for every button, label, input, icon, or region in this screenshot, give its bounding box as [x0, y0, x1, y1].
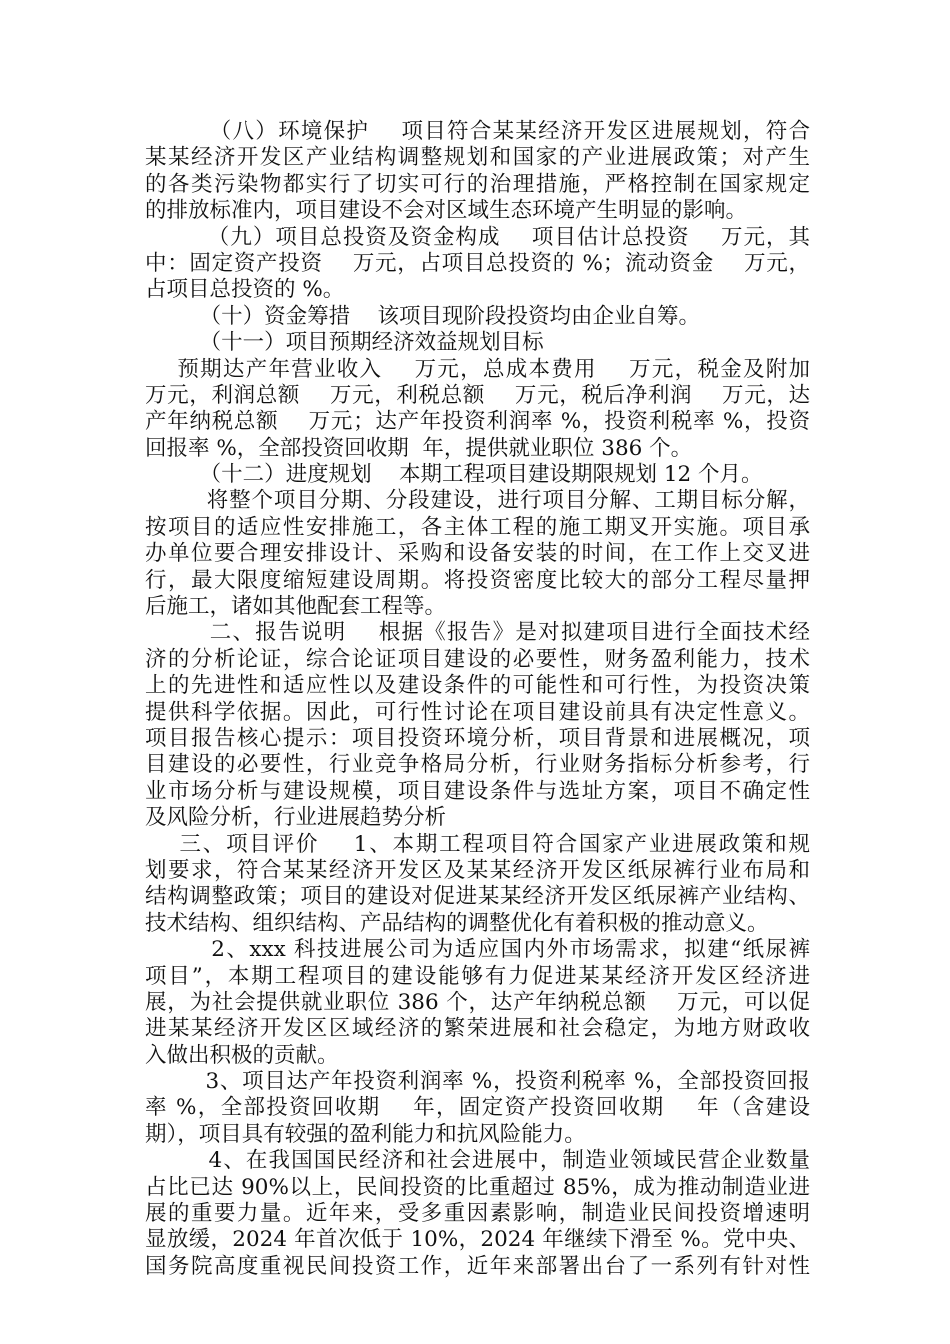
text-line: 3、项目达产年投资利润率 %，投资利税率 %，全部投资回报 — [145, 1069, 810, 1095]
text-line: 项目报告核心提示：项目投资环境分析，项目背景和进展概况，项 — [145, 725, 810, 751]
text-line: 行，最大限度缩短建设周期。将投资密度比较大的部分工程尽量押 — [145, 567, 810, 593]
text-line: （十二）进度规划 本期工程项目建设期限规划 12 个月。 — [145, 462, 763, 488]
text-line: 按项目的适应性安排施工，各主体工程的施工期叉开实施。项目承 — [145, 514, 810, 540]
text-line: 展的重要力量。近年来，受多重因素影响，制造业民间投资增速明 — [145, 1201, 810, 1227]
text-line: 国务院高度重视民间投资工作，近年来部署出台了一系列有针对性 — [145, 1253, 810, 1279]
text-line: 某某经济开发区产业结构调整规划和国家的产业进展政策；对产生 — [145, 145, 810, 171]
text-line: 划要求，符合某某经济开发区及某某经济开发区纸尿裤行业布局和 — [145, 857, 810, 883]
text-line: 期），项目具有较强的盈利能力和抗风险能力。 — [145, 1121, 586, 1147]
text-line: 占项目总投资的 %。 — [145, 277, 345, 303]
text-line: 二、报告说明 根据《报告》是对拟建项目进行全面技术经 — [145, 620, 810, 646]
text-line: 万元，利润总额 万元，利税总额 万元，税后净利润 万元，达 — [145, 382, 810, 408]
text-line: （八）环境保护 项目符合某某经济开发区进展规划，符合 — [145, 119, 810, 144]
text-line: 2、xxx 科技进展公司为适应国内外市场需求，拟建“纸尿裤 — [145, 937, 810, 963]
text-line: 显放缓，2024 年首次低于 10%，2024 年继续下滑至 %。党中央、 — [145, 1227, 810, 1253]
text-line: 提供科学依据。因此，可行性讨论在项目建设前具有决定性意义。 — [145, 699, 810, 725]
document-page — [145, 119, 810, 1280]
text-line: 三、项目评价 1、本期工程项目符合国家产业进展政策和规 — [145, 831, 810, 857]
text-line: 后施工，诸如其他配套工程等。 — [145, 594, 447, 620]
text-line: 率 %，全部投资回收期 年，固定资产投资回收期 年（含建设 — [145, 1095, 810, 1121]
text-line: 占比已达 90%以上，民间投资的比重超过 85%，成为推动制造业进 — [145, 1174, 810, 1200]
text-line: 的排放标准内，项目建设不会对区域生态环境产生明显的影响。 — [145, 198, 748, 224]
text-line: （九）项目总投资及资金构成 项目估计总投资 万元，其 — [145, 224, 810, 250]
text-line: 结构调整政策；项目的建设对促进某某经济开发区纸尿裤产业结构、 — [145, 884, 810, 910]
text-line: 4、在我国国民经济和社会进展中，制造业领域民营企业数量 — [145, 1148, 810, 1174]
text-line: 回报率 %，全部投资回收期 年，提供就业职位 386 个。 — [145, 435, 693, 461]
text-line: 项目”，本期工程项目的建设能够有力促进某某经济开发区经济进 — [145, 963, 810, 989]
text-line: （十一）项目预期经济效益规划目标 — [145, 330, 544, 356]
text-line: 进某某经济开发区区域经济的繁荣进展和社会稳定，为地方财政收 — [145, 1016, 810, 1042]
text-line: （十）资金筹措 该项目现阶段投资均由企业自筹。 — [145, 303, 701, 329]
text-line: 中：固定资产投资 万元，占项目总投资的 %；流动资金 万元， — [145, 250, 810, 276]
text-line: 及风险分析，行业进展趋势分析 — [145, 805, 447, 831]
text-line: 展，为社会提供就业职位 386 个，达产年纳税总额 万元，可以促 — [145, 989, 810, 1015]
text-line: 济的分析论证，综合论证项目建设的必要性，财务盈利能力，技术 — [145, 646, 810, 672]
text-line: 产年纳税总额 万元；达产年投资利润率 %，投资利税率 %，投资 — [145, 409, 810, 435]
text-line: 上的先进性和适应性以及建设条件的可能性和可行性，为投资决策 — [145, 673, 810, 699]
text-line: 办单位要合理安排设计、采购和设备安装的时间，在工作上交叉进 — [145, 541, 810, 567]
text-line: 技术结构、组织结构、产品结构的调整优化有着积极的推动意义。 — [145, 910, 769, 936]
text-line: 将整个项目分期、分段建设，进行项目分解、工期目标分解， — [145, 488, 810, 514]
text-line: 业市场分析与建设规模，项目建设条件与选址方案，项目不确定性 — [145, 778, 810, 804]
text-line: 目建设的必要性，行业竞争格局分析，行业财务指标分析参考，行 — [145, 752, 810, 778]
text-line: 的各类污染物都实行了切实可行的治理措施，严格控制在国家规定 — [145, 171, 810, 197]
text-line: 预期达产年营业收入 万元，总成本费用 万元，税金及附加 — [145, 356, 810, 382]
text-line: 入做出积极的贡献。 — [145, 1042, 339, 1068]
